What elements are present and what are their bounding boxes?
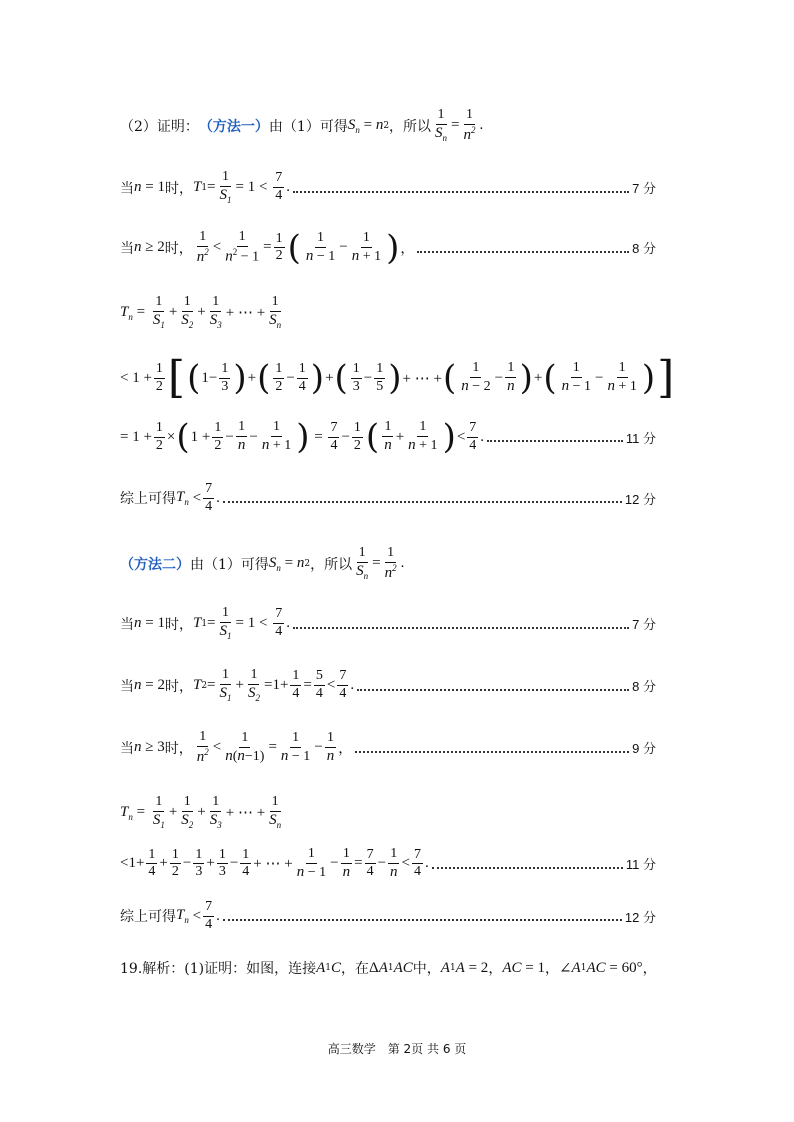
score-12: 12 分 <box>624 491 656 507</box>
method1-conclusion: 综上可得 $T_n$ < $\frac{7}{4}$ . 12 分 <box>120 481 656 514</box>
score-7: 7 分 <box>632 181 656 197</box>
leader-dots <box>223 919 622 921</box>
method2-tn-sum: $T_n$ = $\frac{1}{S_1}$ + $\frac{1}{S_2}$ + $\frac{1}{S_3}$ + ⋯ + $\frac{1}{S_n}$ <box>120 794 282 830</box>
leader-dots <box>417 251 629 253</box>
leader-dots <box>357 689 629 691</box>
method2-intro-line: （方法二） 由（1）可得 $S_n$ = n 2 ，所以 $\frac{1}{S_n}$ = $\frac{1}{n^2}$ . <box>120 545 405 581</box>
leader-dots <box>223 501 622 503</box>
method1-n1-line: 当 n = 1 时， T 1 = $\frac{1}{S_1}$ = 1 < $\frac{7}{4}$ . 7 分 <box>120 169 656 205</box>
method1-tn-sum: $T_n$ = $\frac{1}{S_1}$ + $\frac{1}{S_2}$ + $\frac{1}{S_3}$ + ⋯ + $\frac{1}{S_n}$ <box>120 294 282 330</box>
method2-so: ，所以 <box>310 556 353 573</box>
score-7: 7 分 <box>632 617 656 633</box>
score-8: 8 分 <box>632 241 656 257</box>
leader-dots <box>355 751 629 753</box>
method1-so: ，所以 <box>389 118 432 135</box>
leader-dots <box>487 440 623 442</box>
method2-n2-line: 当 n = 2 时， T 2 = $\frac{1}{S_1}$ + $\frac{1}{S_2}$ =1+ $\frac{1}{4}$ = $\frac{5}{4}$ < $\frac{7}{4}$ . 8 分 <box>120 667 656 703</box>
q19-text2: ，在 <box>341 961 370 977</box>
when-suffix: 时， <box>164 180 193 197</box>
page-footer: 高三数学 第 2页 共 6 页 <box>327 1042 467 1056</box>
q19-line: 19.解析：(1)证明：如图，连接 A 1 C ，在 Δ A 1 AC 中， A 1 A = 2 ， AC = 1 ， ∠ A 1 AC = 60° ， <box>120 959 657 977</box>
method2-conclusion: 综上可得 $T_n$ < $\frac{7}{4}$ . 12 分 <box>120 899 656 932</box>
method2-label: （方法二） <box>120 556 190 573</box>
q19-text4: ， <box>642 961 657 977</box>
score-12: 12 分 <box>624 909 656 925</box>
q19-text3: 中， <box>412 961 441 977</box>
score-8: 8 分 <box>632 679 656 695</box>
method1-bound-line: < 1 + $\frac{1}{2}$ [ ( 1− $\frac{1}{3}$ ) + ( $\frac{1}{2}$ − $\frac{1}{4}$ ) + ( $\frac{1}{3}$ − $\frac{1}{5}$ ) + ⋯ + ( $\frac{1}{n - 2}$ − $\frac{1}{n}$ ) + ( $\frac{1}{n - 1}$ − $\frac{1}{n + 1}$ ) ] <box>120 352 675 403</box>
conclusion-text: 综上可得 <box>120 909 176 926</box>
method2-n1-line: 当 n = 1 时， T 1 = $\frac{1}{S_1}$ = 1 < $\frac{7}{4}$ . 7 分 <box>120 605 656 641</box>
when-label: 当 <box>120 180 134 197</box>
leader-dots <box>432 867 623 869</box>
method1-intro: 由（1）可得 <box>268 118 348 135</box>
score-11: 11 分 <box>625 430 656 446</box>
method1-n2-line: 当 n ≥ 2 时， $\frac{1}{n^2}$ < $\frac{1}{n^2 - 1}$ = $\frac{1}{2}$ ( $\frac{1}{n - 1}$ − $\frac{1}{n + 1}$ ) ， 8 分 <box>120 227 656 268</box>
method2-n3-line: 当 n ≥ 3 时， $\frac{1}{n^2}$ < $\frac{1}{n(n-1)}$ = $\frac{1}{n - 1}$ − $\frac{1}{n}$ ， 9 分 <box>120 729 656 765</box>
method1-result-line: = 1 + $\frac{1}{2}$ × ( 1 + $\frac{1}{2}$ − $\frac{1}{n}$ − $\frac{1}{n + 1}$ ) = $\frac{7}{4}$ − $\frac{1}{2}$ ( $\frac{1}{n}$ + $\frac{1}{n + 1}$ ) < $\frac{7}{4}$ . 11 分 <box>120 417 656 457</box>
method1-label: （方法一） <box>198 118 269 135</box>
method2-intro: 由（1）可得 <box>190 556 269 573</box>
part2-prefix: （2）证明： <box>120 118 199 135</box>
score-9: 9 分 <box>632 741 656 757</box>
method1-intro-line: （2）证明： （方法一） 由（1）可得 $S_n$ = n 2 ，所以 $\frac{1}{S_n}$ = $\frac{1}{n^2}$ . <box>120 107 484 143</box>
q19-text1: 19.解析：(1)证明：如图，连接 <box>120 961 317 977</box>
score-11: 11 分 <box>625 857 656 873</box>
method2-telescope-line: <1+ $\frac{1}{4}$ + $\frac{1}{2}$ − $\frac{1}{3}$ + $\frac{1}{3}$ − $\frac{1}{4}$ + ⋯ + $\frac{1}{n - 1}$ − $\frac{1}{n}$ = $\frac{7}{4}$ − $\frac{1}{n}$ < $\frac{7}{4}$ . 11 分 <box>120 846 656 880</box>
leader-dots <box>293 627 629 629</box>
conclusion-text: 综上可得 <box>120 491 176 508</box>
leader-dots <box>293 191 629 193</box>
